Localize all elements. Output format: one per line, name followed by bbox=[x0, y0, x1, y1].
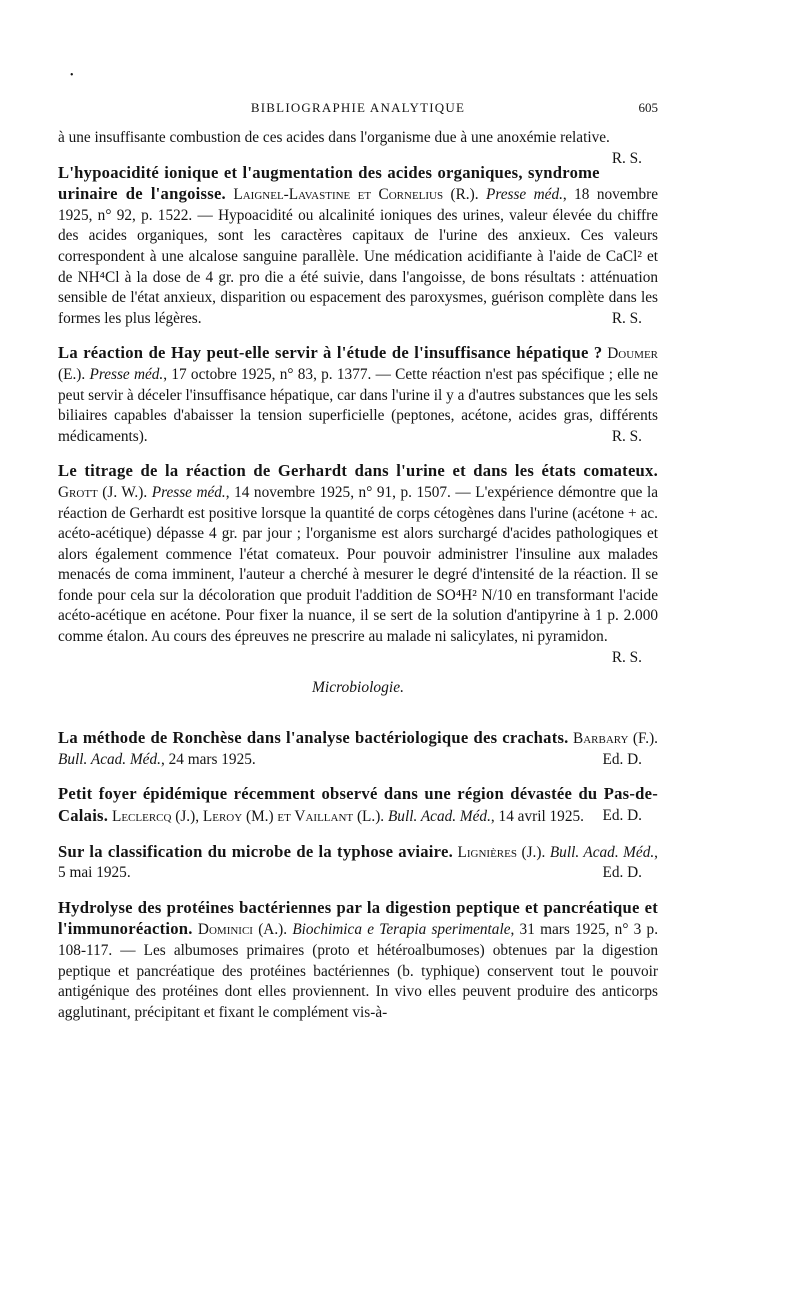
entry-journal: Presse méd. bbox=[151, 483, 226, 501]
page-number: 605 bbox=[638, 100, 658, 115]
entry-authors: Barbary (F.). bbox=[573, 730, 659, 748]
section-title: Microbiologie. bbox=[312, 678, 404, 696]
entry-title: La méthode de Ronchèse dans l'analyse bactériologique des crachats. bbox=[58, 728, 569, 748]
entry-body: L'expérience démontre que la réaction de Gerhardt est positive lorsque la quantité de corps cétogènes dans l'urine (acétone + ac. acéto-acétique) dépasse 4 gr. par jour ; l'organisme est alors surchargé d'acides pathologiques et alors également commence l'état comateux. Pour pouvoir administrer l'insuline aux malades menacés de coma imminent, l'auteur a cherché à mesurer le degré d'intensité de la réaction. Il se fonde pour cela sur la décoloration que produit l'addition de SO⁴H² N/10 en transformant l'acide acéto-acétique en acétone. Pour fixer la nuance, il se sert de la solution d'antipyrine à 1 p. 2.000 comme étalon. Au cours des épreuves ne prescrire au malade ni salicylates, ni pyramidon. bbox=[58, 483, 659, 646]
entry-title: Sur la classification du microbe de la typhose aviaire. bbox=[58, 841, 453, 861]
entry-authors: Leclercq (J.), Leroy (M.) et Vaillant (L.). bbox=[111, 808, 385, 826]
entry-title: L'hypoacidité ionique et l'augmentation des acides organiques, syndrome urinaire de l'angoisse. bbox=[58, 162, 600, 204]
entry-title: Hydrolyse des protéines bactériennes par la digestion peptique et pancréatique et l'immunoréaction. bbox=[58, 897, 658, 939]
entry-authors: Grott (J. W.). bbox=[58, 483, 148, 501]
entry-body: Les albumoses primaires (proto et hétéroalbumoses) obtenues par la digestion peptique et pancréatique des protéines bactériennes (b. typhique) conservent tout le pouvoir antigénique des protéines dont elles proviennent. In vivo elles peuvent produire des anticorps agglutinant, précipitant et fixant le complément vis-à- bbox=[58, 942, 658, 1021]
entry-body: à une insuffisante combustion de ces acides dans l'organisme due à une anoxémie relative. bbox=[58, 129, 610, 146]
entry-citation: , 5 mai 1925. bbox=[58, 843, 658, 882]
entry-citation: , 14 avril 1925. bbox=[490, 808, 584, 826]
entry-journal: Bull. Acad. Méd. bbox=[387, 808, 491, 826]
entry-authors: Lignières (J.). bbox=[457, 843, 546, 861]
entries-after bbox=[58, 728, 658, 1023]
stray-mark: • bbox=[70, 70, 74, 81]
bibliography-entry bbox=[58, 163, 658, 330]
running-title: BIBLIOGRAPHIE ANALYTIQUE bbox=[250, 100, 466, 115]
entry-body: — Cette réaction n'est pas spécifique ; elle ne peut servir à déceler l'insuffisance hépatique, car dans l'urine il y a d'autres substances que les sels biliaires capables d'abaisser la tension superficielle (peptones, acétone, acides gras, différents médicaments). bbox=[58, 365, 658, 445]
entry-journal: Bull. Acad. Méd. bbox=[58, 750, 161, 768]
entry-journal: Presse méd. bbox=[89, 365, 164, 383]
entry-citation: , 18 novembre 1925, n° 92, p. 1522. — bbox=[58, 186, 659, 224]
entry-signature: R. S. bbox=[611, 427, 642, 445]
entry-title: La réaction de Hay peut-elle servir à l'étude de l'insuffisance hépatique ? bbox=[58, 343, 603, 363]
entry-signature: R. S. bbox=[611, 648, 642, 666]
entry-title: Petit foyer épidémique récemment observé dans une région dévastée du Pas-de-Calais. bbox=[58, 784, 658, 826]
entry-signature: Ed. D. bbox=[602, 750, 642, 768]
bibliography-entry bbox=[58, 128, 658, 167]
entry-citation: , 24 mars 1925. bbox=[160, 750, 256, 768]
entry-authors: Dominici (A.). bbox=[197, 921, 288, 939]
running-head bbox=[58, 98, 658, 120]
entry-citation: , 31 mars 1925, n° 3 p. 108-117. — bbox=[58, 921, 659, 959]
entry-body: Hypoacidité ou alcalinité ioniques des urines, valeur élevée du chiffre des acides organiques, sont les caractères capitaux de l'urine des anxieux. Ces valeurs correspondent à une alcalose sanguine parallèle. Une médication acidifiante à l'aide de CaCl² et de NH⁴Cl à la dose de 4 gr. pro die a été suivie, dans l'angoisse, de bons résultats : atténuation sensible de l'état anxieux, disparition ou espacement des paroxysmes, guérison complète dans les formes les plus légères. bbox=[58, 206, 658, 327]
entry-citation: , 17 octobre 1925, n° 83, p. 1377. bbox=[163, 365, 372, 383]
entry-authors: Doumer (E.). bbox=[58, 345, 659, 383]
entry-signature: Ed. D. bbox=[602, 864, 642, 882]
entry-authors: Laignel-Lavastine et Cornelius (R.). bbox=[233, 186, 479, 204]
entry-journal: Biochimica e Terapia sperimentale bbox=[292, 921, 511, 939]
entry-journal: Presse méd. bbox=[485, 186, 563, 204]
bibliography-entry bbox=[58, 898, 658, 1024]
entries-before bbox=[58, 128, 659, 666]
bibliography-entry bbox=[58, 343, 658, 447]
entry-signature: R. S. bbox=[611, 149, 642, 167]
document-page bbox=[58, 98, 658, 1023]
entry-journal: Bull. Acad. Méd. bbox=[549, 843, 655, 861]
entry-title: Le titrage de la réaction de Gerhardt dans l'urine et dans les états comateux. bbox=[58, 461, 658, 481]
bibliography-entry bbox=[58, 728, 658, 770]
entry-signature: R. S. bbox=[611, 309, 642, 327]
bibliography-entry bbox=[58, 784, 658, 827]
bibliography-entry bbox=[58, 842, 658, 884]
entry-citation: , 14 novembre 1925, n° 91, p. 1507. — bbox=[225, 483, 471, 501]
entry-signature: Ed. D. bbox=[602, 807, 642, 825]
bibliography-entry bbox=[58, 461, 659, 666]
